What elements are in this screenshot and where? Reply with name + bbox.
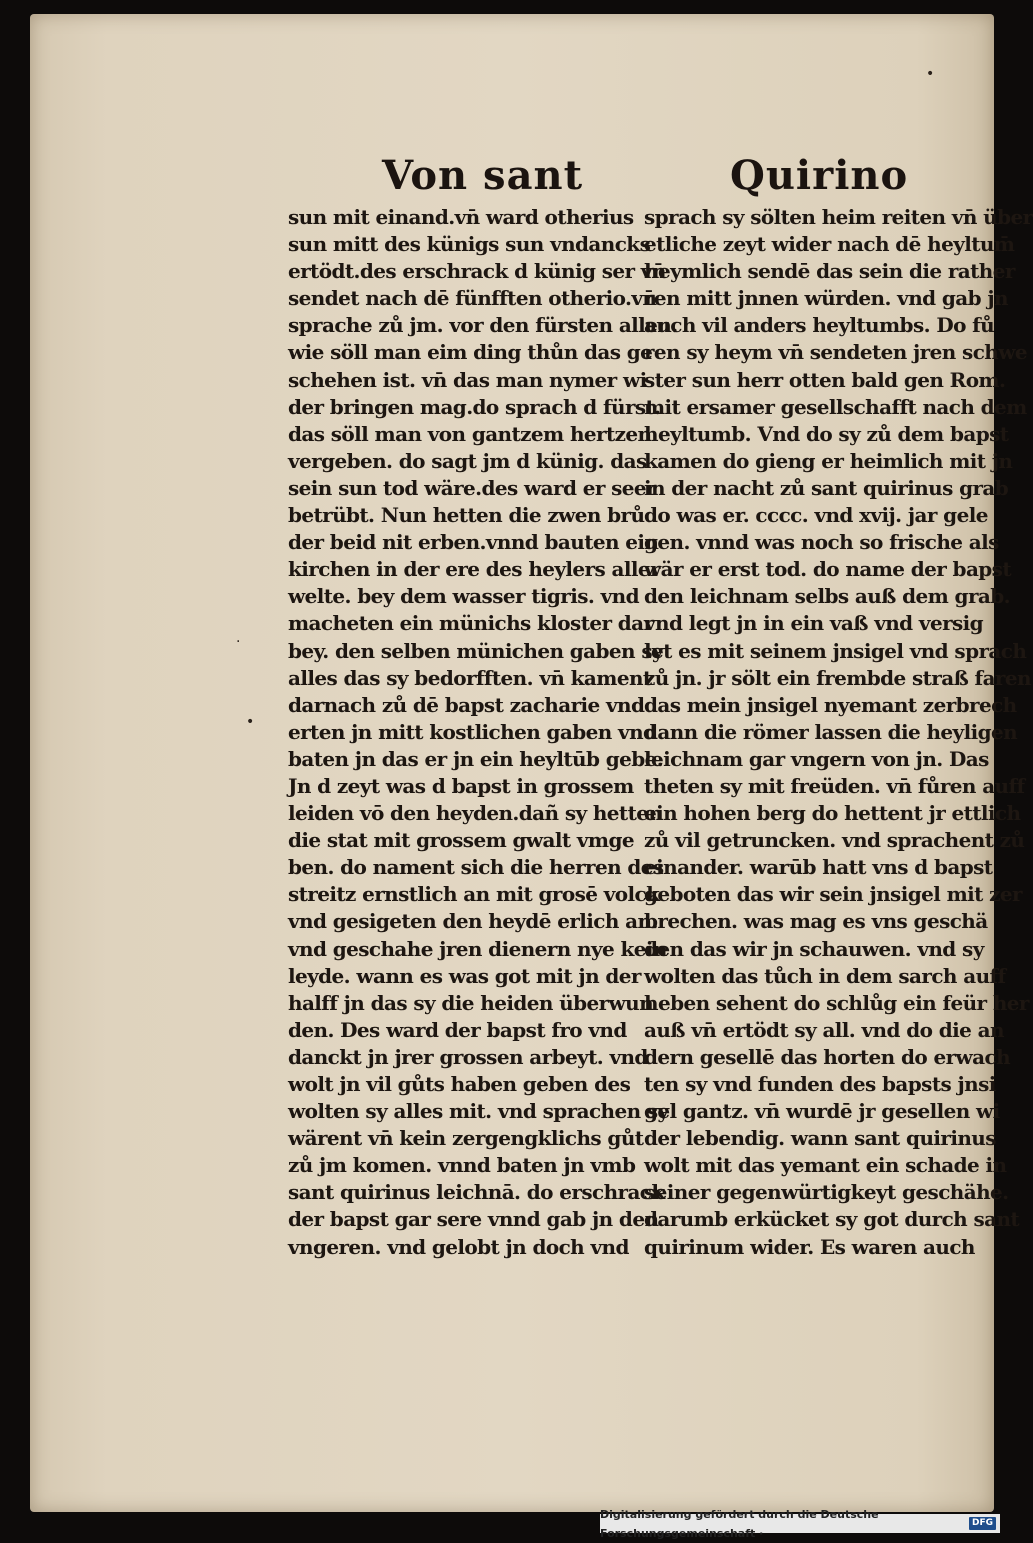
text-line: brechen. was mag es vns geschä (644, 909, 988, 934)
text-line: auß vn̄ ertödt sy all. vnd do die an (644, 1017, 1004, 1042)
text-line: welte. bey dem wasser tigris. vnd (288, 584, 639, 609)
text-line: dann die römer lassen die heyligen (644, 719, 1018, 744)
margin-mark: • (246, 714, 255, 730)
text-line: wolten das tůch in dem sarch auff (644, 963, 1006, 988)
text-line: der lebendig. wann sant quirinus (644, 1126, 996, 1151)
text-line: in der nacht zů sant quirinus grab (644, 475, 1009, 500)
text-line: mit ersamer gesellschafft nach dem (644, 394, 1027, 419)
text-column-right (644, 204, 1033, 1261)
margin-mark: · (236, 634, 241, 650)
text-line: ten sy vnd funden des bapsts jnsi (644, 1072, 996, 1096)
text-line: darumb erkücket sy got durch sant (644, 1207, 1020, 1232)
text-line: Jn d zeyt was d bapst in grossem (288, 773, 634, 798)
text-line: baten jn das er jn ein heyltūb gebe. (288, 746, 664, 771)
text-line: ren mitt jnnen würden. vnd gab jn (644, 286, 1008, 311)
text-line: sein sun tod wäre.des ward er seer (288, 475, 656, 500)
text-line: sun mitt des künigs sun vndancks (288, 232, 651, 257)
text-line: do was er. cccc. vnd xvij. jar gele (644, 503, 988, 528)
text-line: dern gesellē das horten do erwach (644, 1044, 1011, 1069)
text-line: heben sehent do schlůg ein feür her (644, 990, 1029, 1015)
text-line: leichnam gar vngern von jn. Das (644, 746, 989, 771)
text-line: macheten ein münichs kloster dar (288, 611, 654, 636)
text-line: vngeren. vnd gelobt jn doch vnd (288, 1234, 629, 1259)
text-line: seiner gegenwürtigkeyt geschähe. (644, 1180, 1009, 1205)
text-line: den. Des ward der bapst fro vnd (288, 1017, 627, 1042)
running-head-right: Quirino (730, 152, 909, 199)
text-line: wolt jn vil gůts haben geben des (288, 1072, 631, 1096)
text-line: zů jm komen. vnnd baten jn vmb (288, 1153, 636, 1178)
text-line: sendet nach dē fünfften otherio.vn̄ (288, 286, 657, 311)
text-line: ben. do nament sich die herren des (288, 855, 664, 880)
text-line: ein hohen berg do hettent jr ettlich (644, 801, 1021, 826)
text-line: sprache zů jm. vor den fürsten allen. (288, 313, 678, 338)
text-line: vnd legt jn in ein vaß vnd versig (644, 611, 984, 636)
text-line: schehen ist. vn̄ das man nymer wi (288, 367, 647, 392)
text-line: zů vil getruncken. vnd sprachent zů (644, 828, 1025, 853)
text-line: alles das sy bedorfften. vn̄ kament (288, 665, 652, 690)
digitization-footer (600, 1507, 1000, 1540)
text-line: gel gantz. vn̄ wurdē jr gesellen wi (644, 1099, 1000, 1124)
text-line: theten sy mit freüden. vn̄ fůren auff (644, 773, 1025, 798)
text-line: ertödt.des erschrack d künig ser vn̄ (288, 259, 666, 284)
text-line: heyltumb. Vnd do sy zů dem bapst (644, 421, 1009, 446)
text-line: etliche zeyt wider nach dē heyltum̄ (644, 232, 1015, 257)
text-line: let es mit seinem jnsigel vnd sprach (644, 638, 1027, 663)
text-line: halff jn das sy die heiden überwun (288, 990, 654, 1015)
text-line: kirchen in der ere des heylers aller (288, 557, 660, 582)
text-line: quirinum wider. Es waren auch (644, 1234, 975, 1259)
text-column-left (288, 204, 678, 1261)
text-line: heymlich sendē das sein die rather (644, 259, 1015, 284)
text-line: die stat mit grossem gwalt vmge (288, 828, 634, 853)
text-line: das mein jnsigel nyemant zerbrech (644, 692, 1017, 717)
text-line: vergeben. do sagt jm d künig. das (288, 448, 647, 473)
text-line: sun mit einand.vn̄ ward otherius (288, 205, 634, 229)
text-line: erten jn mitt kostlichen gaben vnd (288, 719, 657, 744)
running-head-left: Von sant (382, 152, 584, 199)
footer-credit: Digitalisierung gefördert durch die Deutsche Forschungsgemeinschaft · (600, 1507, 879, 1540)
book-page (30, 14, 1033, 1512)
text-line: gen. vnnd was noch so frische als (644, 530, 999, 555)
text-line: wolt mit das yemant ein schade in (644, 1153, 1007, 1178)
text-line: einander. warūb hatt vns d bapst (644, 855, 993, 880)
text-line: streitz ernstlich an mit grosē volck (288, 882, 660, 907)
text-line: ren sy heym vn̄ sendeten jren schwe (644, 340, 1027, 365)
text-line: sprach sy sölten heim reiten vn̄ über (644, 205, 1033, 229)
text-line: wolten sy alles mit. vnd sprachen sy (288, 1099, 669, 1124)
text-line: sant quirinus leichnā. do erschrack (288, 1180, 665, 1205)
text-line: danckt jn jrer grossen arbeyt. vnd (288, 1044, 648, 1069)
text-line: geboten das wir sein jnsigel mit zer (644, 882, 1022, 907)
text-line: ster sun herr otten bald gen Rom. (644, 367, 1006, 392)
text-line: zů jn. jr sölt ein frembde straß faren (644, 665, 1031, 690)
text-line: vnd geschahe jren dienern nye kein (288, 936, 667, 961)
text-line: leiden vō den heyden.dañ sy hetten (288, 801, 663, 826)
dfg-logo: DFG (969, 1517, 996, 1530)
text-line: das söll man von gantzem hertzen (288, 421, 652, 446)
text-line: der beid nit erben.vnnd bauten ein (288, 530, 659, 555)
text-line: der bringen mag.do sprach d fürst. (288, 394, 661, 419)
text-line: kamen do gieng er heimlich mit jn (644, 448, 1013, 473)
text-line: wärent vn̄ kein zergengklichs gůt (288, 1126, 644, 1151)
text-line: der bapst gar sere vnnd gab jn den (288, 1207, 659, 1232)
text-line: den leichnam selbs auß dem grab. (644, 584, 1010, 609)
text-line: wie söll man eim ding thůn das ge (288, 340, 653, 365)
text-line: vnd gesigeten den heydē erlich an. (288, 909, 658, 934)
text-line: darnach zů dē bapst zacharie vnd (288, 692, 645, 717)
margin-dot: • (926, 66, 935, 82)
text-line: bey. den selben münichen gaben sy (288, 638, 663, 663)
text-line: den das wir jn schauwen. vnd sy (644, 936, 984, 961)
text-line: betrübt. Nun hetten die zwen brů (288, 503, 645, 528)
text-line: leyde. wann es was got mit jn der (288, 963, 641, 988)
text-line: wär er erst tod. do name der bapst (644, 557, 1011, 582)
text-line: auch vil anders heyltumbs. Do fů (644, 313, 995, 338)
